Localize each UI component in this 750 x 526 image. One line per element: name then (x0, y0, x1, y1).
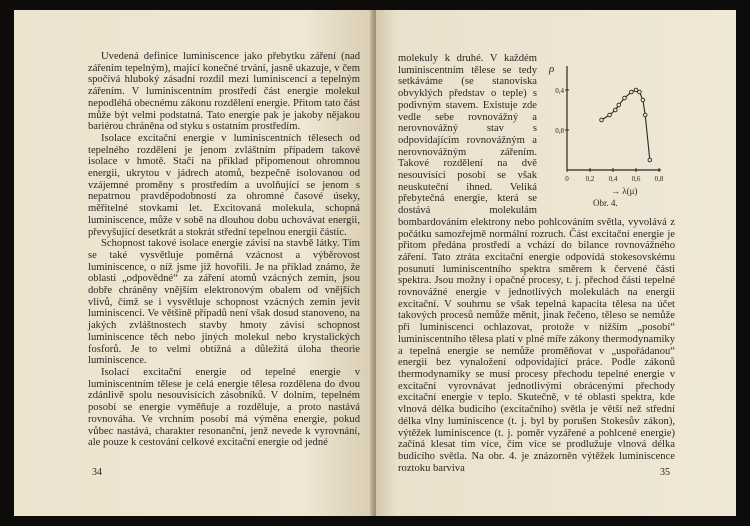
data-point (638, 90, 642, 94)
figure-caption: Obr. 4. (593, 198, 618, 208)
left-paragraph-2: Isolace excitační energie v luminiscentních tělesech od tepelného rozdělení je jenom zvláštním případem takové isolace v hmotě. Stačí na příklad připomenout ohromnou energii, ukrytou v jádrech atomů, bezpečně isolovanou od vzájemné proměny s prostředím a uvolňující se jenom s nepatrnou pravděpodobností za ohromné časové úseky, měřitelné stovkami let. Excitovaná molekula, schopná luminiscence, může v sobě na dlouhou dobu uchovávat energii, převyšující desetkrát a stokrát střední tepelnou energii částic. (88, 132, 360, 238)
data-point (614, 108, 618, 112)
x-tick-label: 0 (565, 175, 569, 183)
yield-chart (543, 54, 675, 214)
right-paragraph-1: molekuly k druhé. V každém luminiscentním tělese se tedy setkáváme (se stanoviska obvyklých představ o teple) s podivným stavem. Existuje zde vedle sebe rovnovážný a nerovnovážný stav s odpovídajícím rovnovážným a nerovnovážným zářením. Takové rozdělení na dvě nesouvisící posobí se však neuskuteční ihned. Veliká přebytečná energie, která se dostává molekulám bombardováním elektrony nebo pohlcováním světla, vyvolává z počátku samozřejmě normální rozruch. Část excitační energie je přitom předána prostředí a vchází do bilance rovnovážného záření. Tato ztráta excitační energie odpovídá stokesovskému posunutí luminiscentního spektra směrem k červené části spektra. Jsou možny i opačné procesy, t. j. přechod části tepelné rovnovážné energie v jednotlivých molekulách na energii excitační. V souhrnu se však tepelná kapacita tělesa na účet takových procesů nemůže měnit, jinak řečeno, těleso se nemůže při luminiscenci ochlazovat, protože v nižším „posobí“ luminiscentního tělesa platí v plné míře zákony thermodynamiky a tepelná energie se nemůže proměňovat v „uspořádanou“ energii bez vynaložení odpovídající práce. Podle zákonů thermodynamiky se musí procesy přechodu tepelné energie v excitační vyrovnávat jednotlivými obrácenými přechody excitační energie v teplo. Skutečně, v té oblasti spektra, kde vlnová délka budicího (excitačního) světla je větší než střední délka vlny luminiscence (t. j. byl by porušen Stokesův zákon), výtěžek luminiscence (t. j. poměr vyzářené a pohlcené energie) začíná klesat tím více, čím více se prodlužuje vlnová délka budicího světla. Na obr. 4. je znázorněn výtěžek luminiscence roztoku barviva (398, 53, 675, 474)
data-point (648, 158, 652, 162)
y-tick-label: 0,4 (555, 87, 564, 95)
left-paragraph-1: Uvedená definice luminiscence jako přebytku záření (nad zářením tepelným), mající konečné trvání, jasně ukazuje, v čem spočívá hluboký zásadní rozdíl mezi luminiscencí a tepelným zářením. V luminiscentním prostředí část energie molekul nepodléhá obecnému zákonu rozdělení energie. Přitom tato část může být velmi podstatná. Tato energie pak je jakoby nějakou bariérou chráněna od styku s ostatním prostředím. (88, 51, 360, 133)
left-paragraph-3: Schopnost takové isolace energie závisí na stavbě látky. Tím se také vysvětluje poměrná vzácnost a výběrovost luminiscence, o níž jsme již hovořili. Je na příklad známo, že oblasti „odpovědné“ za záření atomů vzácných zemin, jsou dobře chráněny vnějším elektronovým obalem od vnějších vlivů, čímž se i vysvětluje schopnost vzácných zemin jevit luminiscenci. Ve většině případů není však dosud stanoveno, na jakých zvláštnostech stavby hmoty závisí schopnost luminiscence těch nebo jiných molekul nebo krystalických fosforů. Je to velmi obtížná a důležitá úloha theorie luminiscence. (88, 238, 360, 367)
left-text-column (88, 51, 360, 449)
x-tick-label: 0,4 (608, 175, 618, 183)
left-page (14, 10, 376, 516)
right-page (376, 10, 736, 516)
x-tick-label: 0,2 (585, 175, 595, 183)
data-point (634, 88, 638, 92)
data-point (643, 113, 647, 117)
y-tick-label: 0,8 (555, 127, 564, 135)
data-point (617, 103, 621, 107)
x-tick-label: 0,8 (654, 175, 664, 183)
right-page-number: 35 (660, 467, 670, 478)
right-text-column (398, 53, 675, 474)
left-page-number: 34 (92, 467, 102, 478)
data-point (608, 113, 612, 117)
data-point (641, 98, 645, 102)
figure-4 (543, 54, 675, 214)
data-point (623, 96, 627, 100)
x-axis-label: → λ(μ) (611, 186, 638, 196)
data-point (600, 118, 604, 122)
x-tick-label: 0,6 (631, 175, 641, 183)
y-axis-label: ρ (549, 63, 555, 75)
data-point (630, 90, 634, 94)
left-paragraph-4: Isolací excitační energie od tepelné energie v luminiscentním tělese je celá energie tělesa rozdělena do dvou zdánlivě spolu nesouvisících zásobníků. V dolním, tepelném posobí se energie vyměňuje a rozděluje, a proto nastává rovnováha. Ve vrchním posobí má výměna energie, pokud vůbec nastává, charakter resonanční, jenž nevede k vyrovnání, ale pouze k cestování celkové excitační energie od jedné (88, 366, 360, 449)
